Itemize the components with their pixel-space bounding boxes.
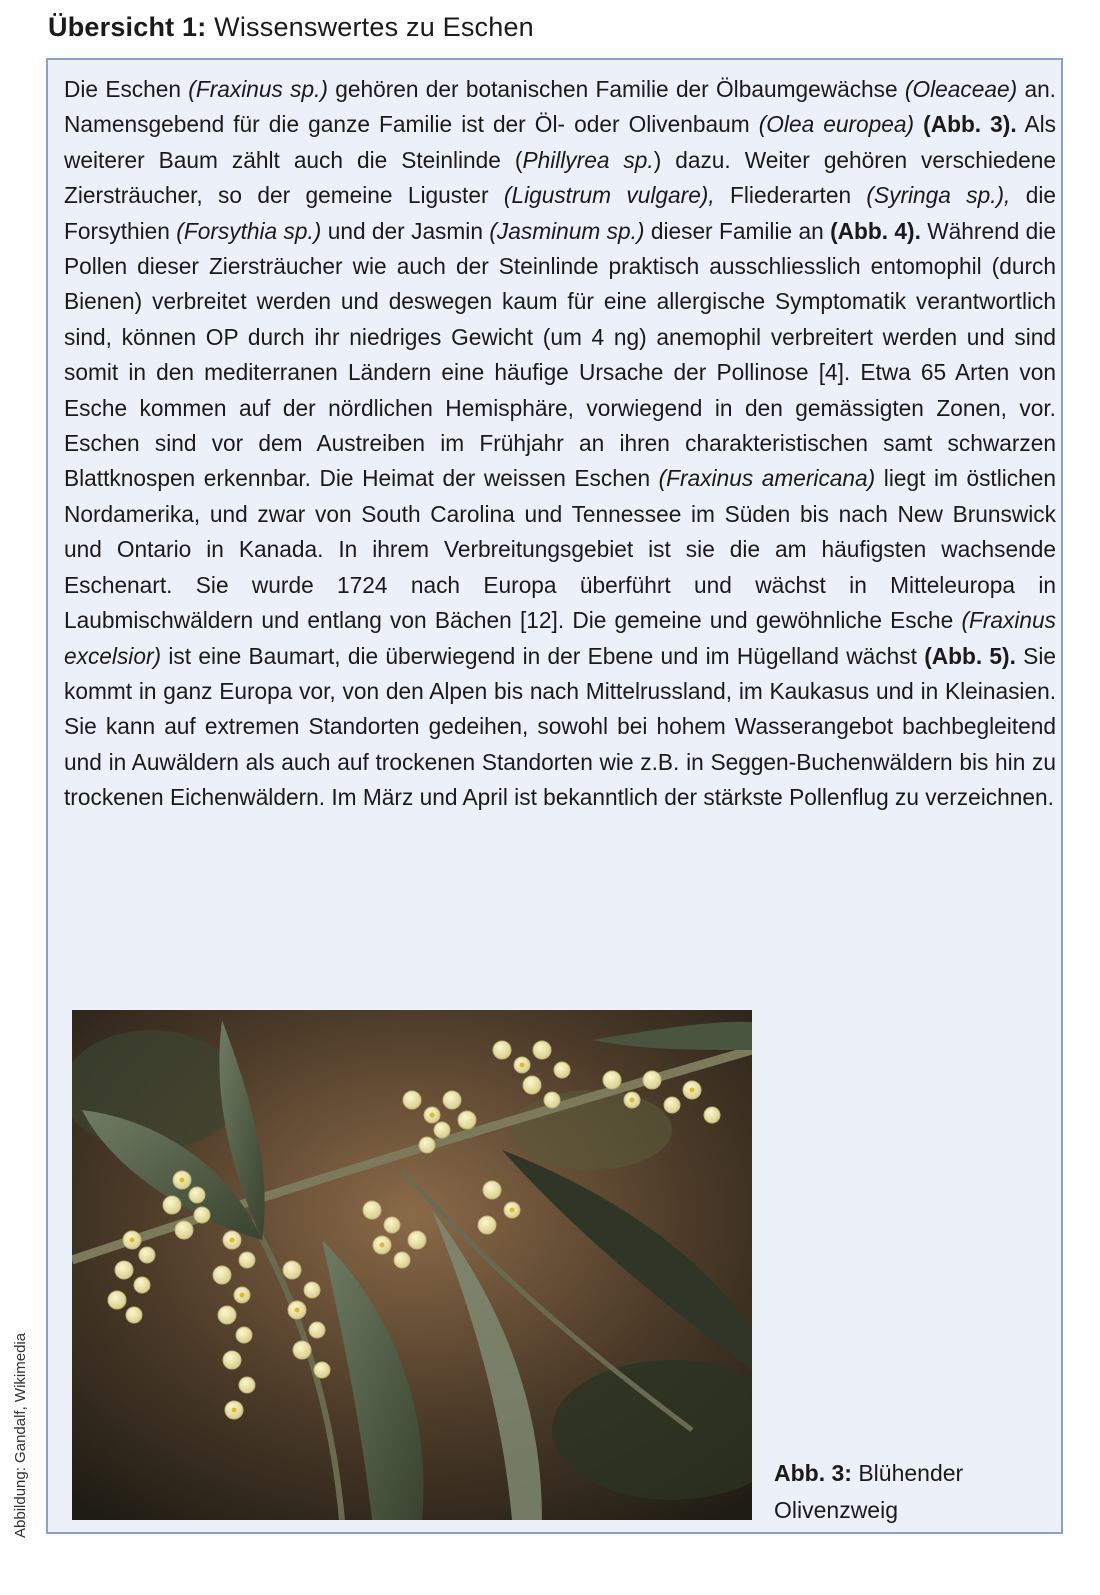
text-run: ) dazu. Weiter gehören verschiedene Ziersträucher, so der gemeine Liguster [64,146,1057,209]
latin-name: (Fraxinus americana) [658,465,876,492]
figure-caption [774,1455,1054,1529]
olive-branch-illustration [72,1010,752,1520]
text-run: Sie kommt in ganz Europa vor, von den Alpen bis nach Mittelrussland, im Kaukasus und in Kleinasien. Sie kann auf extremen Standorten gedeihen, sowohl bei hohem Wasserangebot bachbegleitend und in Auwäldern als auch auf trockenen Standorten wie z.B. in Seggen-Buchenwäldern bis hin zu trockenen Eichenwäldern. Im März und April ist bekanntlich der stärkste Pollenflug zu verzeichnen. [64,642,1056,811]
latin-name: (Oleaceae) [904,76,1018,102]
latin-name: (Fraxinus sp.) [188,76,328,102]
figure-reference: (Abb. 4). [830,217,921,244]
figure-reference: (Abb. 5). [924,642,1016,669]
text-run: Fliederarten [714,182,867,209]
caption-text: Blühender Olivenzweig [774,1460,964,1523]
body-paragraph [64,72,1056,816]
image-credit: Abbildung: Gandalf, Wikimedia [12,1332,29,1538]
latin-name: Phillyrea sp. [522,146,654,173]
latin-name: (Jasminum sp.) [489,217,645,244]
latin-name: (Syringa sp.), [866,182,1011,209]
latin-name: (Olea europea) [758,111,915,138]
figure-reference: (Abb. 3). [923,111,1017,138]
text-run: gehören der botanischen Familie der Ölbaumgewächse [327,76,905,102]
latin-name: (Ligustrum vulgare), [503,182,715,209]
text-run: an. Namensgebend für die ganze Familie ist der Öl- oder Olivenbaum [64,76,1056,138]
title-label: Übersicht 1: [48,12,207,42]
olive-branch-photo [72,1010,752,1520]
overview-box [46,58,1063,1534]
text-run: dieser Familie an [644,217,831,244]
text-run: die Forsythien [64,182,1056,244]
caption-label: Abb. 3: [774,1460,852,1486]
latin-name: (Forsythia sp.) [176,217,322,244]
latin-name: (Fraxinus excelsior) [64,607,1056,669]
text-run: Als weiterer Baum zählt auch die Steinlinde ( [64,111,1056,173]
text-run: liegt im östlichen Nordamerika, und zwar von South Carolina und Tennessee im Süden bis nach New Brunswick und Ontario in Kanada. In ihrem Verbreitungsgebiet ist sie die am häufigsten wachsende Eschenart. Sie wurde 1724 nach Europa überführt und wächst in Mitteleuropa in Laubmischwäldern und entlang von Bächen [12]. Die gemeine und gewöhnliche Esche [64,465,1056,634]
title-text: Wissenswertes zu Eschen [214,12,534,42]
text-run: Die Eschen [64,76,189,102]
text-run: Während die Pollen dieser Ziersträucher wie auch der Steinlinde praktisch ausschliesslich entomophil (durch Bienen) verbreitet werden und deswegen kaum für eine allergische Symptomatik verantwortlich sind, können OP durch ihr niedriges Gewicht (um 4 ng) anemophil verbreitert werden und sind somit in den mediterranen Ländern eine häufige Ursache der Pollinose [4]. Etwa 65 Arten von Esche kommen auf der nördlichen Hemisphäre, vorwiegend in den gemässigten Zonen, vor. Eschen sind vor dem Austreiben im Frühjahr an ihren charakteristischen samt schwarzen Blattknospen erkennbar. Die Heimat der weissen Eschen [64,217,1056,492]
page-title [48,12,534,43]
text-run: und der Jasmin [321,217,490,244]
text-run: ist eine Baumart, die überwiegend in der Ebene und im Hügelland wächst [161,642,925,669]
